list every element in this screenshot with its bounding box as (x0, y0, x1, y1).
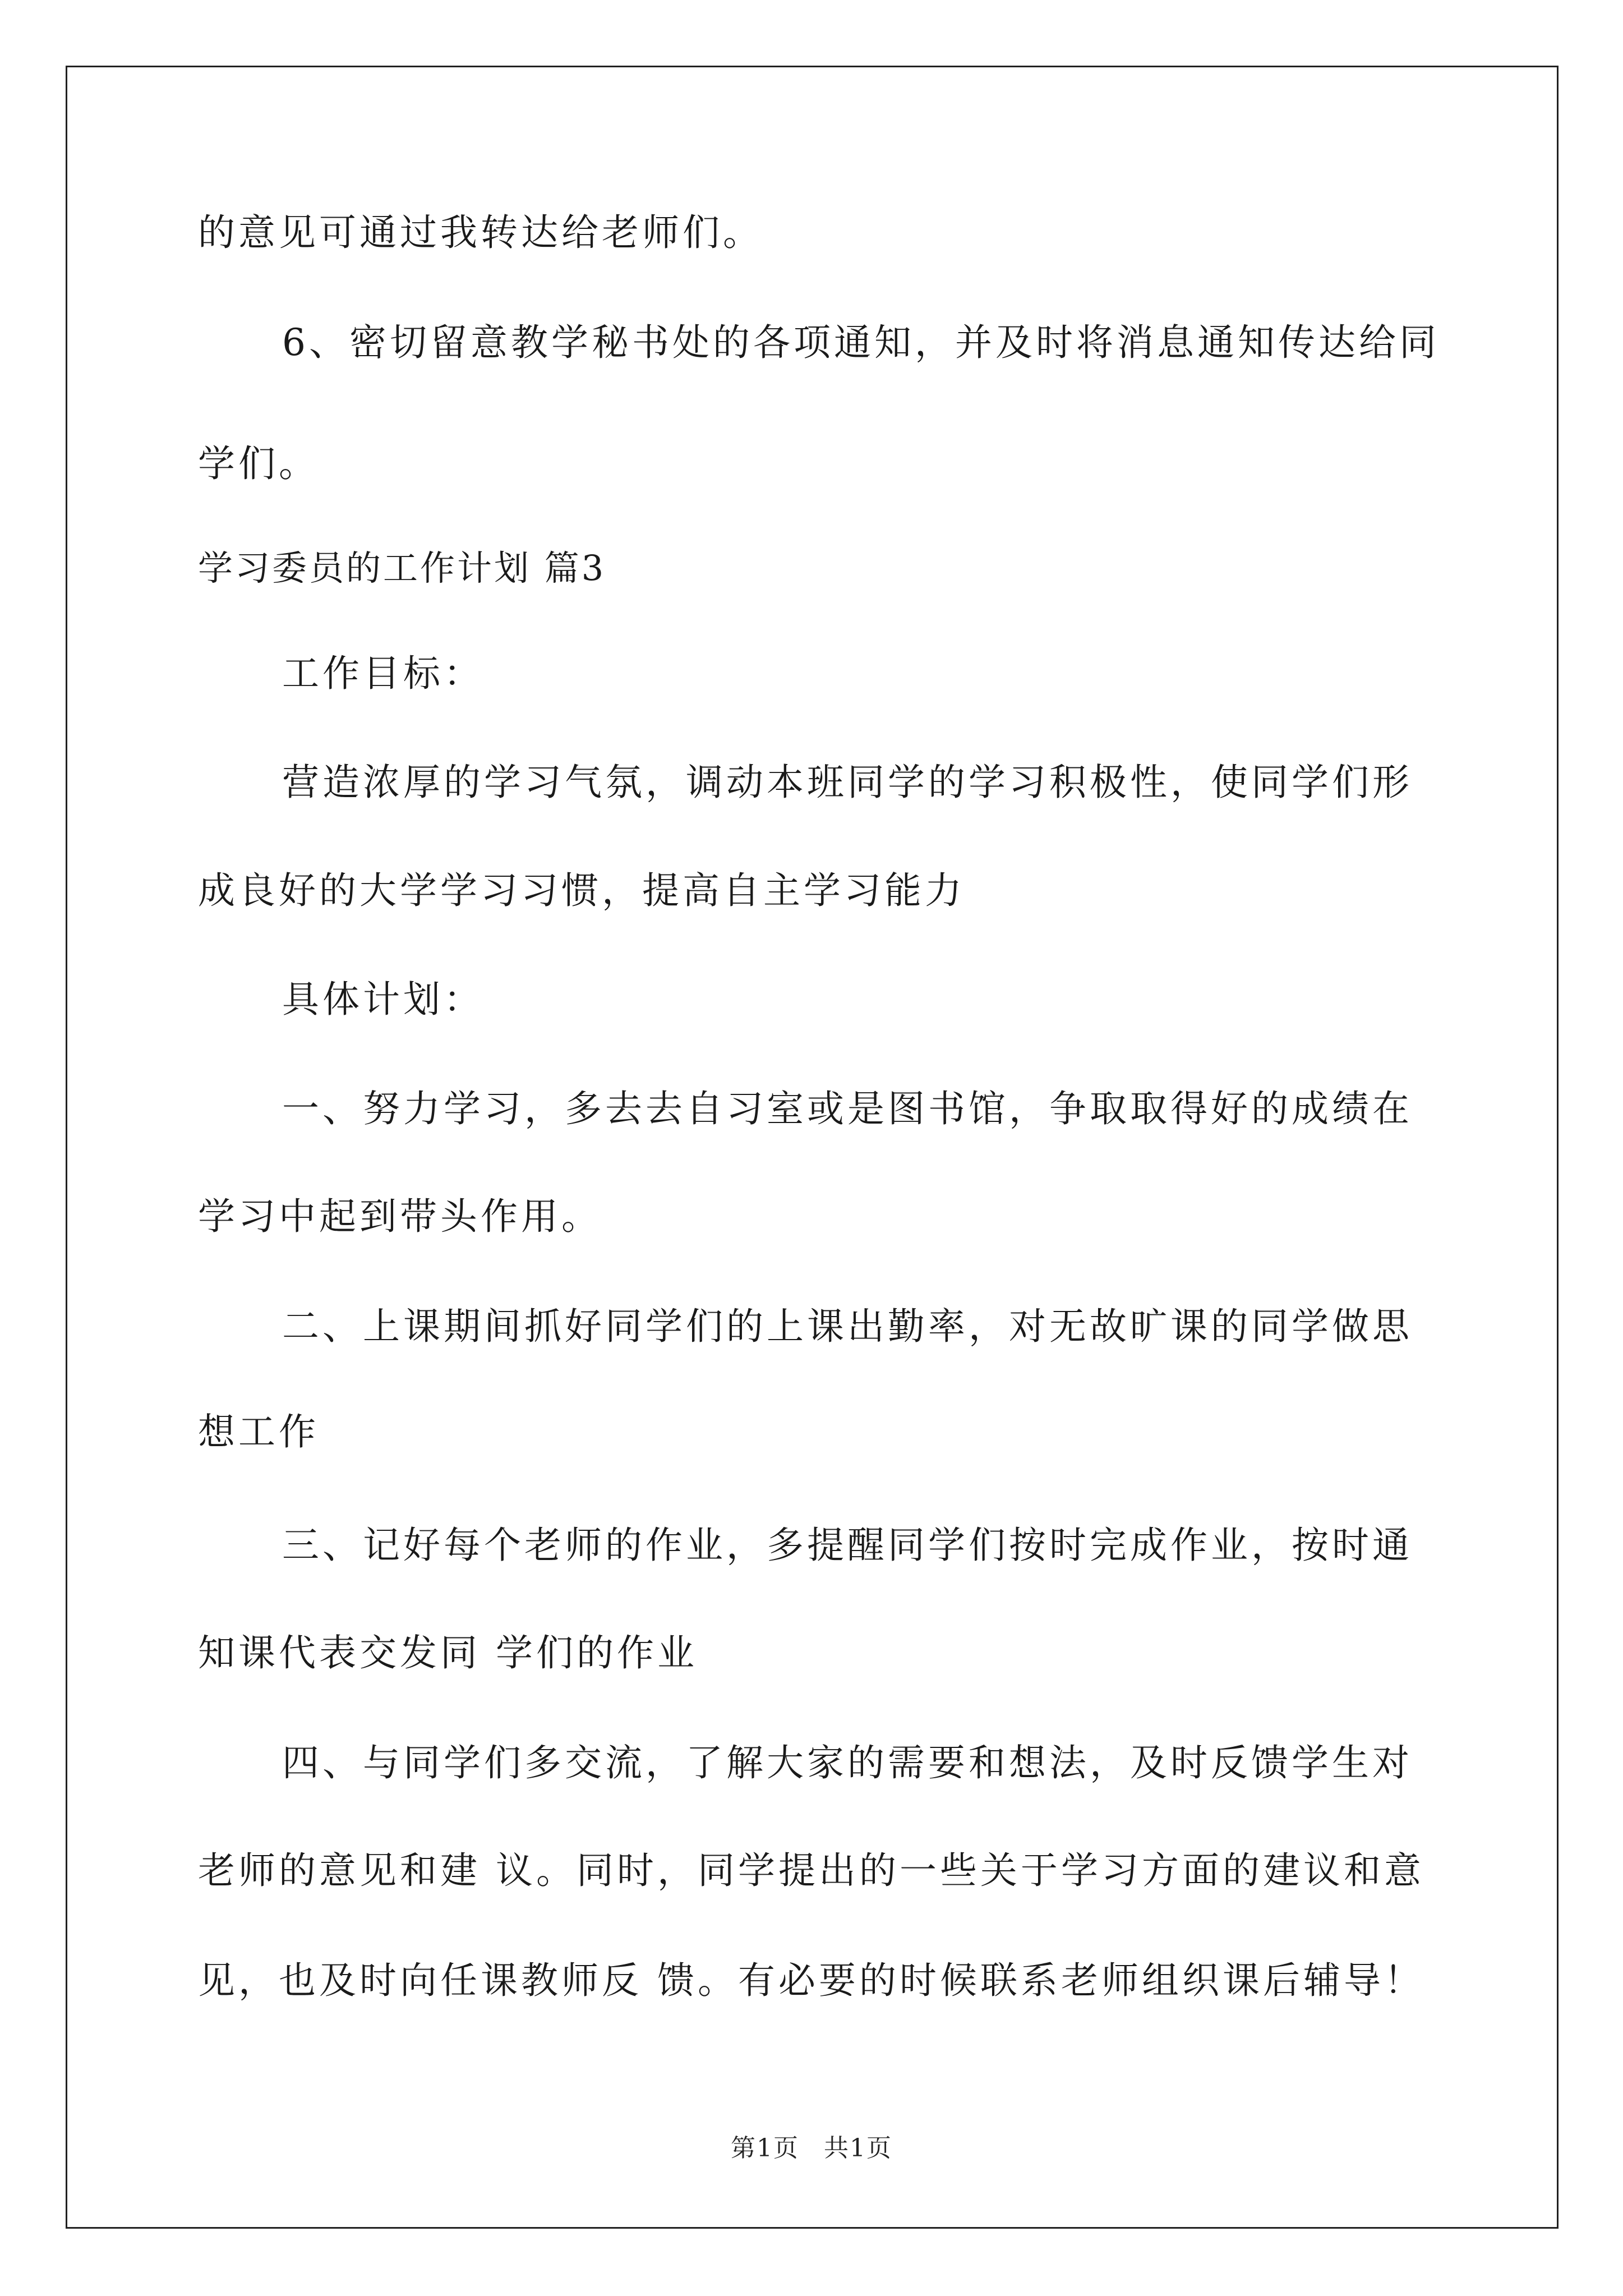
page-border (66, 66, 1559, 2229)
text-line: 工作目标： (282, 652, 484, 695)
text-line: 想工作 (198, 1410, 319, 1453)
text-line: 学习中起到带头作用。 (198, 1195, 602, 1238)
text-line: 老师的意见和建 议。同时，同学提出的一些关于学习方面的建议和意 (198, 1849, 1424, 1892)
text-line: 6、密切留意教学秘书处的各项通知，并及时将消息通知传达给同 (282, 321, 1440, 364)
text-line: 具体计划： (282, 978, 484, 1021)
text-line: 成良好的大学学习习惯，提高自主学习能力 (198, 869, 965, 912)
text-line: 的意见可通过我转达给老师们。 (198, 211, 763, 254)
text-line: 三、记好每个老师的作业，多提醒同学们按时完成作业，按时通 (282, 1524, 1413, 1567)
text-line: 知课代表交发同 学们的作业 (198, 1631, 698, 1674)
page-total: 共1页 (824, 2134, 892, 2162)
text-line: 四、与同学们多交流，了解大家的需要和想法，及时反馈学生对 (282, 1741, 1413, 1784)
text-line: 见，也及时向任课教师反 馈。有必要的时候联系老师组织课后辅导！ (198, 1959, 1424, 2002)
page-number: 第1页 (731, 2134, 799, 2162)
text-line: 二、上课期间抓好同学们的上课出勤率，对无故旷课的同学做思 (282, 1305, 1413, 1348)
page-footer (0, 2132, 1623, 2165)
text-line: 学们。 (198, 442, 319, 485)
text-line: 一、努力学习，多去去自习室或是图书馆，争取取得好的成绩在 (282, 1087, 1413, 1130)
section-heading: 学习委员的工作计划 篇3 (198, 547, 606, 588)
text-line: 营造浓厚的学习气氛，调动本班同学的学习积极性，使同学们形 (282, 761, 1413, 804)
